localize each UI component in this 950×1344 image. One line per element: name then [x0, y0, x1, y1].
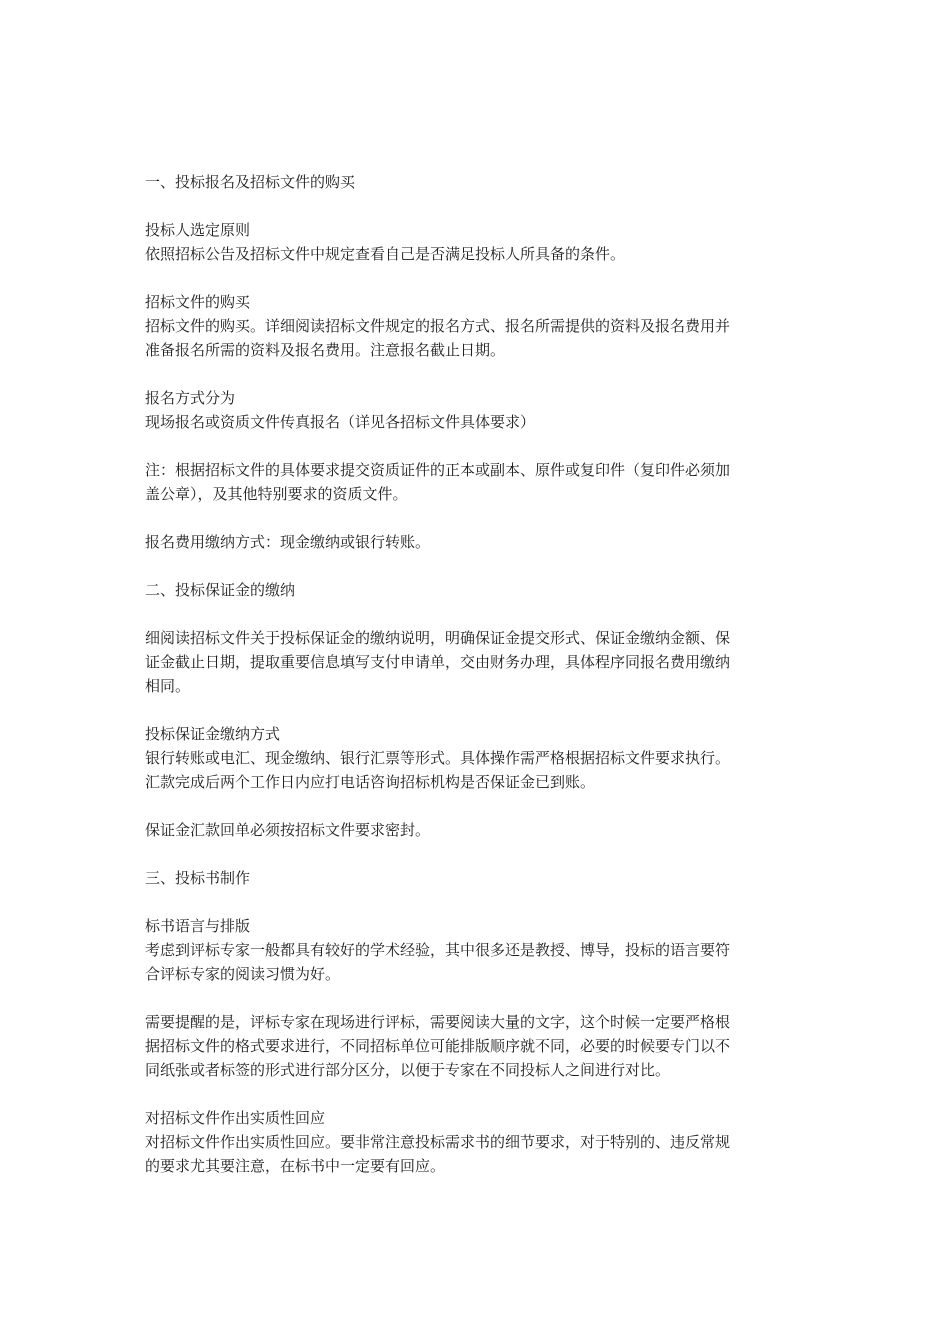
text-line: 保证金汇款回单必须按招标文件要求密封。	[145, 821, 431, 839]
text-line: 注：根据招标文件的具体要求提交资质证件的正本或副本、原件或复印件（复印件必须加	[145, 461, 731, 479]
document-body	[145, 170, 810, 1202]
text-line: 报名费用缴纳方式：现金缴纳或银行转账。	[145, 533, 431, 551]
text-line: 依照招标公告及招标文件中规定查看自己是否满足投标人所具备的条件。	[145, 245, 626, 263]
text-line: 招标文件的购买。详细阅读招标文件规定的报名方式、报名所需提供的资料及报名费用并	[145, 317, 731, 335]
paragraph	[145, 1106, 810, 1178]
text-line: 报名方式分为	[145, 389, 236, 407]
text-line: 标书语言与排版	[145, 917, 251, 935]
text-line: 对招标文件作出实质性回应	[145, 1109, 326, 1127]
text-line: 汇款完成后两个工作日内应打电话咨询招标机构是否保证金已到账。	[145, 773, 596, 791]
paragraph	[145, 386, 810, 434]
text-line: 同纸张或者标签的形式进行部分区分，以便于专家在不同投标人之间进行对比。	[145, 1061, 671, 1079]
text-line: 对招标文件作出实质性回应。要非常注意投标需求书的细节要求，对于特别的、违反常规	[145, 1133, 731, 1151]
paragraph	[145, 914, 810, 986]
paragraph	[145, 578, 810, 602]
text-line: 现场报名或资质文件传真报名（详见各招标文件具体要求）	[145, 413, 536, 431]
text-line: 准备报名所需的资料及报名费用。注意报名截止日期。	[145, 341, 506, 359]
text-line: 一、投标报名及招标文件的购买	[145, 173, 356, 191]
text-line: 合评标专家的阅读习惯为好。	[145, 965, 341, 983]
text-line: 银行转账或电汇、现金缴纳、银行汇票等形式。具体操作需严格根据招标文件要求执行。	[145, 749, 731, 767]
paragraph	[145, 458, 810, 506]
text-line: 细阅读招标文件关于投标保证金的缴纳说明，明确保证金提交形式、保证金缴纳金额、保	[145, 629, 731, 647]
text-line: 三、投标书制作	[145, 869, 251, 887]
text-line: 的要求尤其要注意，在标书中一定要有回应。	[145, 1157, 446, 1175]
paragraph	[145, 170, 810, 194]
text-line: 相同。	[145, 677, 191, 695]
paragraph	[145, 818, 810, 842]
text-line: 投标人选定原则	[145, 221, 251, 239]
text-line: 据招标文件的格式要求进行，不同招标单位可能排版顺序就不同，必要的时候要专门以不	[145, 1037, 731, 1055]
paragraph	[145, 626, 810, 698]
paragraph	[145, 290, 810, 362]
paragraph	[145, 1010, 810, 1082]
text-line: 二、投标保证金的缴纳	[145, 581, 296, 599]
text-line: 投标保证金缴纳方式	[145, 725, 281, 743]
text-line: 盖公章），及其他特别要求的资质文件。	[145, 485, 408, 503]
paragraph	[145, 218, 810, 266]
text-line: 招标文件的购买	[145, 293, 251, 311]
text-line: 考虑到评标专家一般都具有较好的学术经验，其中很多还是教授、博导，投标的语言要符	[145, 941, 731, 959]
text-line: 证金截止日期，提取重要信息填写支付申请单，交由财务办理，具体程序同报名费用缴纳	[145, 653, 731, 671]
paragraph	[145, 866, 810, 890]
paragraph	[145, 530, 810, 554]
paragraph	[145, 722, 810, 794]
text-line: 需要提醒的是，评标专家在现场进行评标，需要阅读大量的文字，这个时候一定要严格根	[145, 1013, 731, 1031]
